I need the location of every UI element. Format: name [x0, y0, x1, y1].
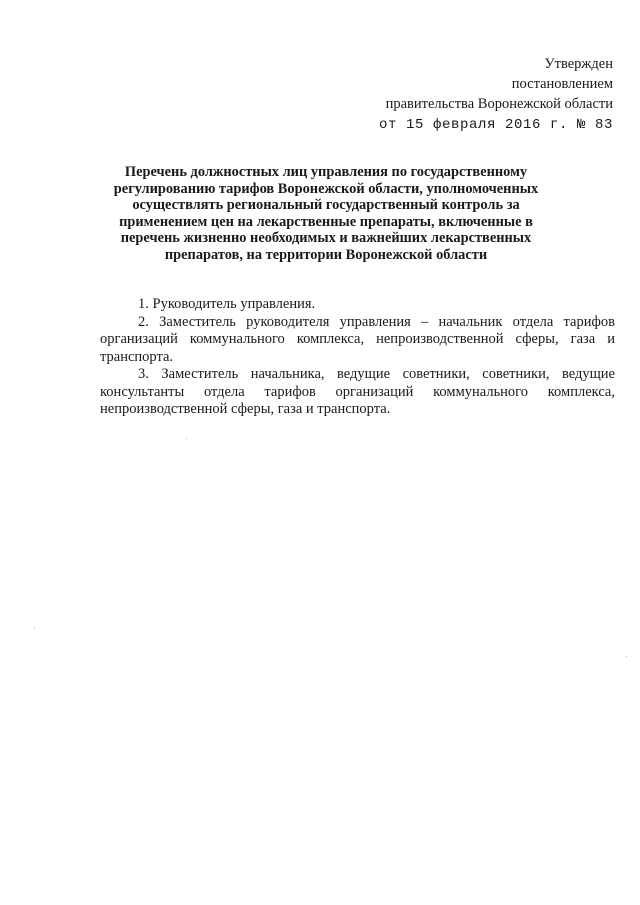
- list-item: 2. Заместитель руководителя управления – начальник отдела тарифов организаций коммунального комплекса, непроизводственной сферы, газа и транспорта.: [100, 313, 615, 365]
- approval-line-1: Утвержден: [544, 56, 613, 72]
- document-body: [100, 296, 615, 419]
- scan-speck: [626, 656, 627, 657]
- scan-speck: [186, 438, 187, 439]
- approval-date-line: от 15 февраля 2016 г. № 83: [378, 117, 613, 133]
- approval-line-2: постановлением: [511, 76, 613, 92]
- document-title: Перечень должностных лиц управления по государственному регулированию тарифов Воронежской области, уполномоченных осуществлять региональный государственный контроль за применением цен на лекарственные препараты, включенные в перечень жизненно необходимых и важнейших лекарственных препаратов, на территории Воронежской области: [113, 164, 539, 263]
- approval-stamp: [379, 54, 613, 135]
- list-item: 3. Заместитель начальника, ведущие советники, советники, ведущие консультанты отдела тарифов организаций коммунального комплекса, непроизводственной сферы, газа и транспорта.: [100, 366, 615, 417]
- approval-line-3: правительства Воронежской области: [385, 96, 613, 112]
- scan-speck: [34, 628, 35, 629]
- list-item: 1. Руководитель управления.: [138, 296, 316, 312]
